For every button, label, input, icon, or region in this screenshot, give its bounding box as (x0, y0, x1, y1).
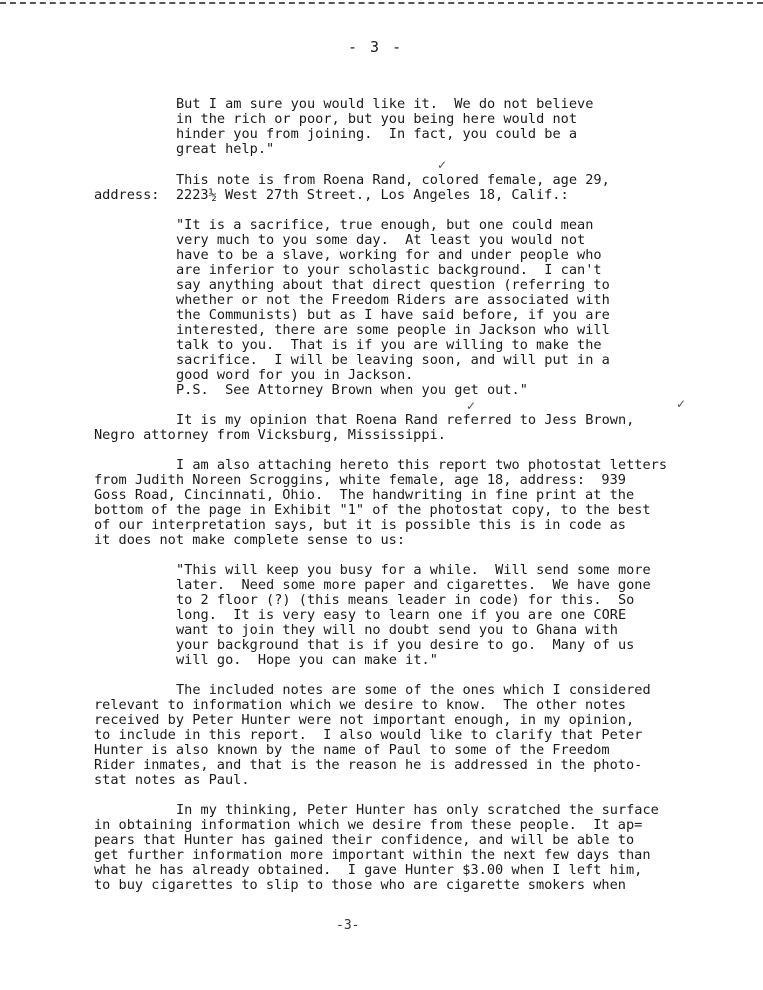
text-line: address: 2223½ West 27th Street., Los Angeles 18, Calif.: (94, 187, 569, 203)
text-line: Rider inmates, and that is the reason he is addressed in the photo- (94, 757, 643, 773)
text-line: what he has already obtained. I gave Hunter $3.00 when I left him, (94, 862, 643, 878)
text-line: In my thinking, Peter Hunter has only scratched the surface (176, 802, 659, 818)
text-line: This note is from Roena Rand, colored female, age 29, (176, 172, 610, 188)
text-line: stat notes as Paul. (94, 772, 250, 788)
page-number-top: - 3 - (348, 38, 404, 56)
text-line: relevant to information which we desire to know. The other notes (94, 697, 626, 713)
text-line: received by Peter Hunter were not important enough, in my opinion, (94, 712, 635, 728)
text-line: say anything about that direct question (referring to (176, 277, 610, 293)
text-line: it does not make complete sense to us: (94, 532, 405, 548)
text-line: pears that Hunter has gained their confidence, and will be able to (94, 832, 635, 848)
text-line: The included notes are some of the ones which I considered (176, 682, 651, 698)
text-line: to include in this report. I also would like to clarify that Peter (94, 727, 643, 743)
text-line: in obtaining information which we desire from these people. It ap= (94, 817, 643, 833)
text-line: But I am sure you would like it. We do not believe (176, 96, 594, 112)
check-mark-icon: ✓ (466, 399, 477, 413)
text-line: Hunter is also known by the name of Paul to some of the Freedom (94, 742, 610, 758)
text-line: are inferior to your scholastic background. I can't (176, 262, 602, 278)
text-line: very much to you some day. At least you would not (176, 232, 586, 248)
text-line: great help." (176, 141, 275, 157)
text-line: later. Need some more paper and cigarettes. We have gone (176, 577, 651, 593)
text-line: to buy cigarettes to slip to those who are cigarette smokers when (94, 877, 626, 893)
text-line: will go. Hope you can make it." (176, 652, 438, 668)
text-line: "This will keep you busy for a while. Will send some more (176, 562, 651, 578)
text-line: "It is a sacrifice, true enough, but one could mean (176, 217, 594, 233)
text-line: to 2 floor (?) (this means leader in code) for this. So (176, 592, 635, 608)
check-mark-icon: ✓ (437, 158, 448, 172)
text-line: sacrifice. I will be leaving soon, and will put in a (176, 352, 610, 368)
text-line: P.S. See Attorney Brown when you get out." (176, 382, 528, 398)
page-number-bottom: -3- (336, 918, 360, 933)
text-line: long. It is very easy to learn one if you are one CORE (176, 607, 627, 623)
text-line: It is my opinion that Roena Rand referred to Jess Brown, (176, 412, 635, 428)
text-line: want to join they will no doubt send you to Ghana with (176, 622, 618, 638)
text-line: your background that is if you desire to go. Many of us (176, 637, 635, 653)
text-line: get further information more important within the next few days than (94, 847, 651, 863)
text-line: have to be a slave, working for and under people who (176, 247, 602, 263)
text-line: the Communists) but as I have said before, if you are (176, 307, 610, 323)
text-line: talk to you. That is if you are willing to make the (176, 337, 602, 353)
text-line: hinder you from joining. In fact, you could be a (176, 126, 578, 142)
text-line: whether or not the Freedom Riders are associated with (176, 292, 610, 308)
top-border (0, 2, 763, 4)
text-line: from Judith Noreen Scroggins, white female, age 18, address: 939 (94, 472, 626, 488)
text-line: I am also attaching hereto this report two photostat letters (176, 457, 668, 473)
text-line: Negro attorney from Vicksburg, Mississippi. (94, 427, 446, 443)
check-mark-icon: ✓ (676, 397, 687, 411)
text-line: good word for you in Jackson. (176, 367, 414, 383)
text-line: interested, there are some people in Jackson who will (176, 322, 610, 338)
text-line: Goss Road, Cincinnati, Ohio. The handwriting in fine print at the (94, 487, 635, 503)
text-line: bottom of the page in Exhibit "1" of the photostat copy, to the best (94, 502, 651, 518)
text-line: in the rich or poor, but you being here would not (176, 111, 578, 127)
text-line: of our interpretation says, but it is possible this is in code as (94, 517, 626, 533)
